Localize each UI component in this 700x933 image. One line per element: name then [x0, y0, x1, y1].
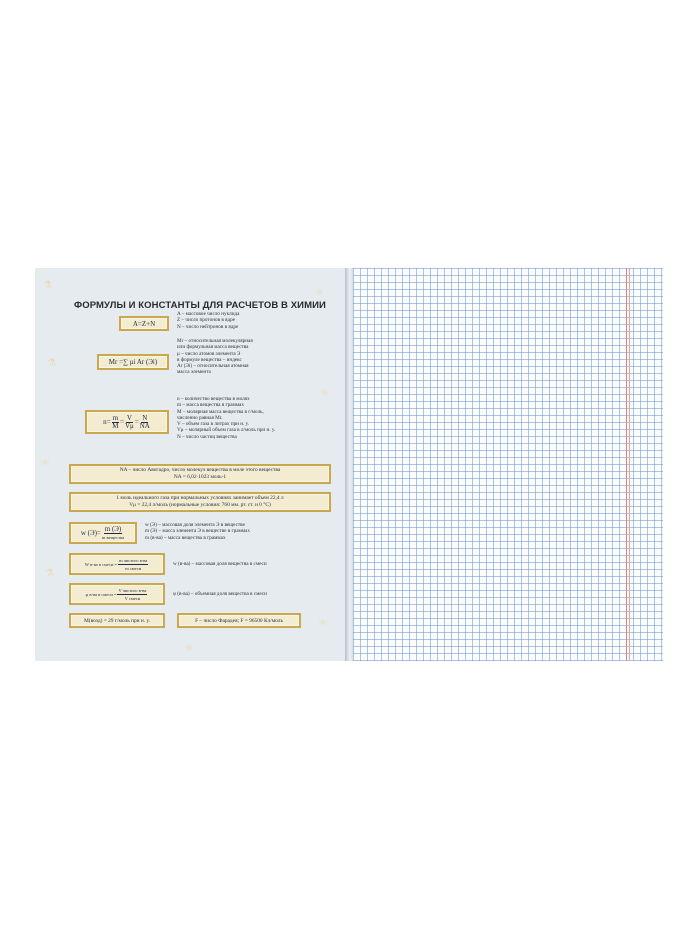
- desc-line: Ar (Эi) – относительная атомная: [177, 363, 249, 370]
- flask-icon: ⚗: [45, 568, 54, 579]
- desc-line: m (Э) – масса элемента Э в веществе в граммах: [145, 528, 250, 535]
- molar-volume-box: [69, 492, 331, 512]
- notebook-spine: [345, 268, 353, 661]
- gas-value: Vμ = 22,4 л/моль (нормальные условия: 760 мм. рт. ст. и 0 °С): [129, 502, 271, 508]
- description-mass-fraction-mixture: w (в-ва) – массовая доля вещества в смеси: [173, 561, 267, 567]
- description-molecular-mass: [177, 338, 253, 376]
- formula-volume-fraction-mixture: [69, 583, 165, 605]
- description-element-mass-fraction: [145, 522, 250, 541]
- desc-line: N – число нейтронов в ядре: [177, 323, 239, 330]
- atom-icon: ⚛: [320, 388, 329, 399]
- desc-line: μ – число атомов элемента Э: [177, 350, 241, 357]
- atom-icon: ⚛: [315, 288, 324, 299]
- air-molar-mass-box: [69, 613, 165, 628]
- formula-text: F – число Фарадея; F = 96500 Кл/моль: [195, 617, 283, 624]
- formula-element-mass-fraction: [69, 522, 137, 544]
- formula-amount-of-substance: n= $\frac{m}{M}$ = $\frac{V}{V\mu}$ = $\frac{N}{NA}$: [85, 410, 169, 434]
- description-amount-of-substance: [177, 396, 275, 440]
- avogadro-constant-box: [69, 464, 331, 484]
- atom-icon: ⚛: [318, 618, 327, 629]
- avogadro-value: NA = 6,02·1023 моль-1: [173, 474, 227, 480]
- fraction: $\frac{m}{M}$: [112, 413, 119, 430]
- formula-page: [35, 268, 345, 661]
- fraction: $\frac{m (Э)}{\text{m вещества}}$: [101, 524, 125, 540]
- page-title: ФОРМУЛЫ И КОНСТАНТЫ ДЛЯ РАСЧЕТОВ В ХИМИИ: [74, 300, 326, 311]
- fraction: $\frac{\text{V чистого в-ва}}{\text{V смеси}}$: [118, 587, 147, 601]
- flask-icon: ⚗: [47, 358, 56, 369]
- desc-line: N – число частиц вещества: [177, 433, 237, 440]
- formula-text: W в-ва в смеси =: [84, 561, 118, 567]
- formula-mass-number: [119, 316, 169, 331]
- open-notebook: [35, 268, 663, 661]
- desc-line: m – масса вещества в граммах: [177, 402, 244, 409]
- grid-page: [353, 268, 663, 661]
- desc-line: в формуле вещества – индекс: [177, 356, 242, 363]
- fraction: $\frac{V}{V\mu}$: [124, 413, 134, 430]
- desc-line: w (Э) – массовая доля элемента Э в веществе: [145, 522, 245, 528]
- formula-text: φ в-ва в смеси =: [85, 591, 117, 597]
- desc-line: V – объем газа в литрах при н. у.: [177, 421, 249, 428]
- fraction: $\frac{\text{m чистого в-ва}}{\text{m смеси}}$: [119, 557, 148, 571]
- desc-line: A – массовое число нуклида: [177, 311, 240, 317]
- desc-line: или формульная масса вещества: [177, 344, 249, 351]
- desc-line: масса элемента: [177, 369, 211, 376]
- fraction: $\frac{N}{NA}$: [139, 413, 150, 430]
- formula-text: ∑ μi Ar (Эi): [123, 358, 158, 366]
- formula-molecular-mass: [97, 354, 169, 370]
- desc-line: n – количество вещества в молях: [177, 396, 250, 402]
- atom-icon: ⚛: [41, 458, 50, 469]
- formula-text: A=Z+N: [132, 319, 156, 328]
- desc-line: m (в-ва) – масса вещества в граммах: [145, 534, 226, 541]
- formula-text: w (Э)=: [80, 529, 101, 537]
- gas-line: 1 моль идеального газа при нормальных условиях занимает объем 22,4 л: [116, 495, 284, 501]
- margin-line: [629, 268, 630, 661]
- avogadro-line: NA – число Авогадро, число молекул вещества в моле этого вещества: [119, 467, 281, 473]
- description-volume-fraction-mixture: φ (в-ва) – объемная доля вещества в смеси: [173, 591, 267, 597]
- description-mass-number: [177, 311, 239, 330]
- margin-line: [626, 268, 627, 661]
- formula-text: M(возд) = 29 г/моль при н. у.: [84, 617, 150, 624]
- flask-icon: ⚗: [43, 280, 52, 291]
- desc-line: Mr – относительная молекулярная: [177, 338, 253, 344]
- formula-mass-fraction-mixture: [69, 553, 165, 575]
- desc-line: Z – число протонов в ядре: [177, 317, 235, 324]
- desc-line: Vμ – молярный объем газа в л/моль при н. у.: [177, 427, 276, 434]
- desc-line: M – молярная масса вещества в г/моль,: [177, 408, 264, 415]
- desc-line: численно равная Mr.: [177, 414, 223, 421]
- formula-text: n=: [103, 418, 111, 426]
- atom-icon: ⚛: [185, 643, 194, 654]
- faraday-constant-box: [177, 613, 301, 628]
- formula-text: Mr =: [108, 358, 124, 366]
